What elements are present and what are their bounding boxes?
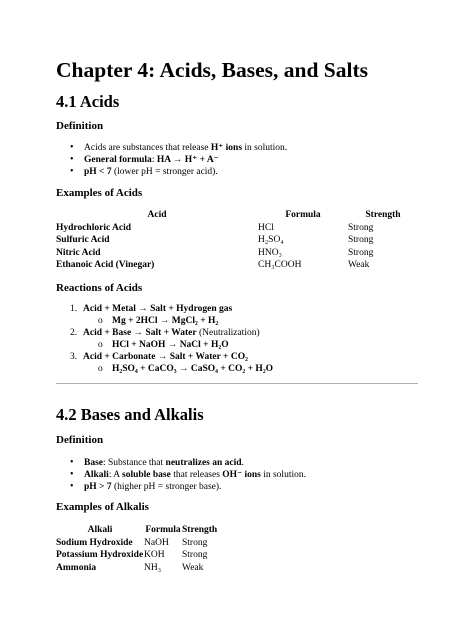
table-header-row: [56, 209, 418, 222]
reaction-example: H₂SO₄ + CaCO₃ → CaSO₄ + CO₂ + H₂O: [112, 364, 274, 374]
table-cell: Strong: [348, 222, 374, 233]
list-item: • Acids are substances that release H⁺ ions in solution.: [70, 142, 410, 154]
table-cell: KOH: [144, 550, 165, 560]
list-item: • Alkali: A soluble base that releases OH⁻ ions in solution.: [70, 469, 410, 481]
reaction-equation: Acid + Metal → Salt + Hydrogen gas: [83, 304, 233, 314]
table-cell: Strong: [182, 550, 208, 560]
table-cell: Sulfuric Acid: [56, 235, 110, 245]
column-header: Strength: [182, 525, 218, 535]
list-number: 3.: [70, 352, 78, 362]
table-cell: Weak: [348, 260, 370, 270]
column-header: Formula: [285, 210, 321, 220]
base-definition-list: [70, 457, 410, 493]
table-cell: Potassium Hydroxide: [56, 550, 144, 560]
table-row: [56, 549, 222, 562]
definition-heading-acids: Definition: [56, 120, 104, 132]
table-header-row: [56, 524, 222, 537]
reactions-heading: Reactions of Acids: [56, 282, 143, 294]
table-row: [56, 259, 418, 272]
table-cell: Strong: [348, 247, 374, 258]
acids-table: [56, 209, 418, 272]
reaction-equation: Acid + Base → Salt + Water (Neutralization): [83, 328, 260, 338]
column-header: Acid: [147, 210, 167, 220]
chapter-title: Chapter 4: Acids, Bases, and Salts: [56, 58, 369, 82]
reaction-example: Mg + 2HCl → MgCl₂ + H₂: [112, 316, 219, 326]
column-header: Formula: [145, 525, 181, 535]
reaction-example: HCl + NaOH → NaCl + H₂O: [112, 340, 229, 350]
section-divider: [56, 383, 418, 384]
table-row: [56, 537, 222, 550]
list-item: • General formula: HA → H⁺ + A⁻: [70, 154, 410, 166]
list-item: • pH < 7 (lower pH = stronger acid).: [70, 166, 410, 178]
list-number: 1.: [70, 304, 78, 314]
section-heading-bases: 4.2 Bases and Alkalis: [56, 405, 204, 424]
table-cell: Hydrochloric Acid: [56, 222, 132, 233]
table-cell: Nitric Acid: [56, 247, 101, 258]
table-row: [56, 247, 418, 260]
list-item: • Base: Substance that neutralizes an acid.: [70, 457, 410, 469]
table-cell: HCl: [258, 222, 274, 233]
table-cell: Ammonia: [56, 562, 97, 573]
section-heading-acids: 4.1 Acids: [56, 92, 120, 111]
definition-heading-bases: Definition: [56, 434, 104, 446]
sub-bullet: o: [98, 364, 103, 374]
examples-heading-alkalis: Examples of Alkalis: [56, 501, 149, 513]
table-cell: Strong: [348, 235, 374, 245]
table-cell: H₂SO₄: [258, 235, 284, 245]
list-item: • pH > 7 (higher pH = stronger base).: [70, 481, 410, 493]
column-header: Alkali: [87, 525, 113, 535]
column-header: Strength: [365, 210, 401, 220]
acid-definition-list: [70, 142, 410, 178]
table-cell: Strong: [182, 537, 208, 548]
table-cell: HNO₃: [258, 247, 282, 258]
table-cell: Ethanoic Acid (Vinegar): [56, 260, 155, 270]
table-cell: NH₃: [144, 562, 162, 573]
reaction-equation: Acid + Carbonate → Salt + Water + CO₂: [83, 352, 248, 362]
table-row: [56, 234, 418, 247]
table-cell: Weak: [182, 562, 204, 573]
table-cell: Sodium Hydroxide: [56, 537, 133, 548]
examples-heading-acids: Examples of Acids: [56, 187, 143, 199]
table-row: [56, 222, 418, 235]
sub-bullet: o: [98, 316, 103, 326]
table-cell: CH₃COOH: [258, 260, 302, 270]
alkalis-table: [56, 524, 222, 574]
sub-bullet: o: [98, 340, 103, 350]
table-cell: NaOH: [144, 537, 169, 548]
list-number: 2.: [70, 328, 78, 338]
table-row: [56, 562, 222, 575]
